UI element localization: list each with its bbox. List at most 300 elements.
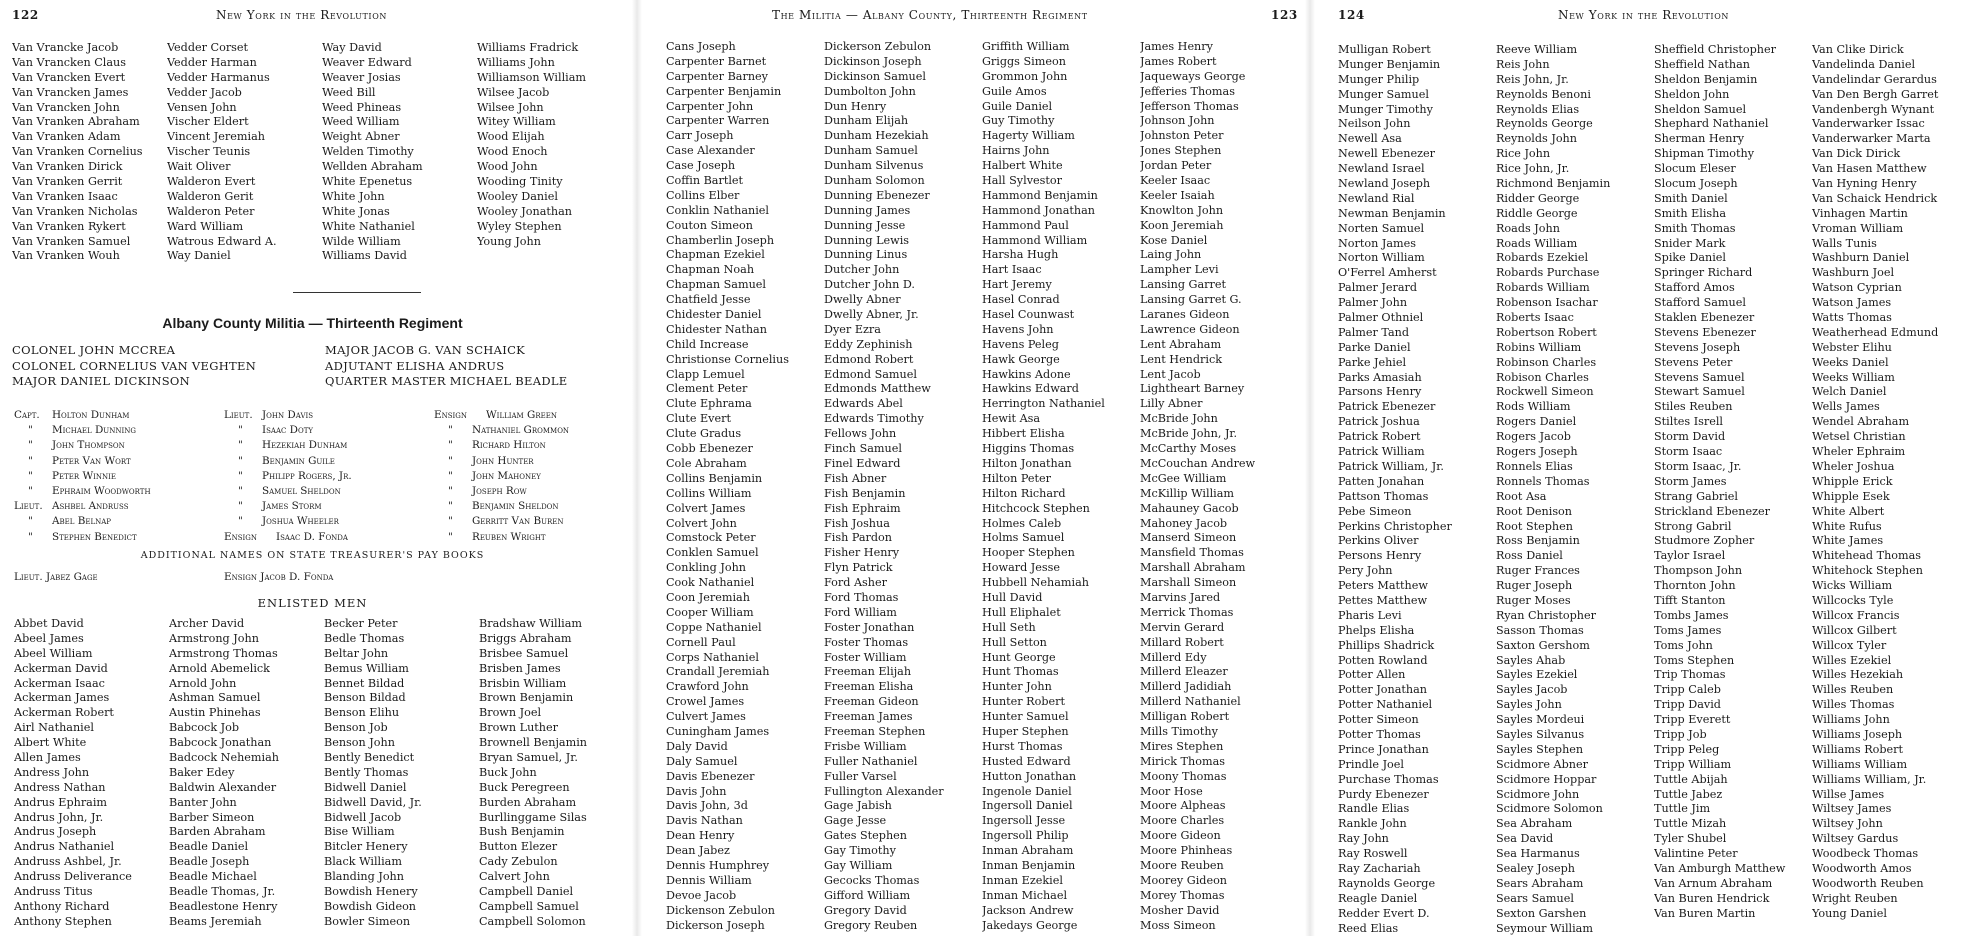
roster-name: Abeel William bbox=[14, 646, 93, 660]
roster-name: Dickinson Joseph bbox=[824, 54, 922, 68]
roster-name: Wheler Joshua bbox=[1812, 459, 1895, 473]
roster-name: Hitchcock Stephen bbox=[982, 501, 1090, 515]
roster-name: Welch Daniel bbox=[1812, 385, 1887, 399]
roster-name: Hull Seth bbox=[982, 620, 1036, 634]
roster-name: Dwelly Abner bbox=[824, 293, 901, 307]
roster-name: Crandall Jeremiah bbox=[666, 665, 770, 679]
roster-name: Vincent Jeremiah bbox=[167, 130, 265, 144]
roster-name: Rice John, Jr. bbox=[1496, 162, 1570, 176]
roster-name: Dutcher John bbox=[824, 263, 900, 277]
roster-name: Moore Gideon bbox=[1140, 829, 1221, 843]
roster-name: Ackerman Isaac bbox=[14, 676, 105, 690]
roster-name: Dumbolton John bbox=[824, 84, 916, 98]
roster-name: Taylor Israel bbox=[1654, 549, 1726, 563]
roster-name: Vensen John bbox=[167, 100, 237, 114]
roster-name: Potter Allen bbox=[1338, 668, 1406, 682]
roster-name: Norton William bbox=[1338, 251, 1425, 265]
roster-name: Ward William bbox=[167, 219, 244, 233]
roster-name: Storm James bbox=[1654, 474, 1727, 488]
roster-name: Calvert John bbox=[479, 870, 550, 884]
roster-name: Hammond Benjamin bbox=[982, 188, 1098, 202]
roster-name: Persons Henry bbox=[1338, 549, 1422, 563]
rank-label: " bbox=[448, 439, 453, 452]
roster-name: Reeve William bbox=[1496, 43, 1578, 56]
roster-name: Ford Thomas bbox=[824, 590, 899, 604]
roster-name: Toms John bbox=[1654, 638, 1713, 652]
officers-left bbox=[12, 343, 256, 390]
roster-name: Willse James bbox=[1812, 787, 1885, 801]
roster-name: Burden Abraham bbox=[479, 795, 577, 809]
page-number-122: 122 bbox=[12, 8, 39, 22]
roster-name: Wells James bbox=[1812, 400, 1880, 414]
roster-name: Wooley Jonathan bbox=[477, 204, 572, 218]
rank-label: " bbox=[28, 484, 33, 497]
roster-name: Purchase Thomas bbox=[1338, 772, 1439, 786]
roster-name: Comstock Peter bbox=[666, 531, 756, 545]
roster-name: Seymour William bbox=[1496, 921, 1593, 935]
roster-name: Andrus Joseph bbox=[14, 825, 97, 839]
roster-name: Vischer Eldert bbox=[167, 115, 249, 129]
name-column bbox=[322, 41, 477, 264]
roster-name: Fullington Alexander bbox=[824, 784, 944, 798]
roster-name: Husted Edward bbox=[982, 754, 1071, 768]
roster-name: Way Daniel bbox=[167, 249, 231, 263]
roster-name: Root Denison bbox=[1496, 504, 1573, 518]
roster-name: Fuller Nathaniel bbox=[824, 754, 918, 768]
roster-name: Bowdish Gideon bbox=[324, 899, 417, 913]
rank-label: " bbox=[238, 484, 243, 497]
officer-name: Ephraim Woodworth bbox=[52, 484, 151, 497]
roster-name: Root Asa bbox=[1496, 489, 1547, 503]
roster-name: Bently Thomas bbox=[324, 765, 409, 779]
roster-name: Halbert White bbox=[982, 159, 1063, 173]
page-number-123: 123 bbox=[1271, 8, 1298, 22]
name-column bbox=[1654, 43, 1812, 936]
roster-name: Hunter Robert bbox=[982, 695, 1065, 709]
roster-name: Welden Timothy bbox=[322, 145, 414, 159]
roster-name: Clute Evert bbox=[666, 412, 731, 426]
roster-name: Van Hyning Henry bbox=[1812, 177, 1917, 191]
roster-name: Millard Robert bbox=[1140, 635, 1224, 649]
roster-name: Mahoney Jacob bbox=[1140, 516, 1228, 530]
roster-name: Abbet David bbox=[14, 617, 84, 630]
roster-name: Anthony Richard bbox=[14, 899, 110, 913]
name-column bbox=[1812, 43, 1967, 936]
roster-name: Robards Purchase bbox=[1496, 266, 1600, 280]
roster-name: Griggs Simeon bbox=[982, 54, 1066, 68]
roster-name: Bradshaw William bbox=[479, 617, 583, 630]
roster-name: Hart Isaac bbox=[982, 263, 1042, 277]
roster-name: Thompson John bbox=[1654, 564, 1743, 578]
roster-name: Shephard Nathaniel bbox=[1654, 117, 1769, 131]
rank-label: " bbox=[28, 424, 33, 437]
roster-name: Potter Nathaniel bbox=[1338, 698, 1433, 712]
rank-label: " bbox=[448, 500, 453, 513]
roster-name: Clute Gradus bbox=[666, 427, 742, 441]
roster-name: Roads John bbox=[1496, 221, 1560, 235]
page-number-124: 124 bbox=[1338, 8, 1365, 22]
roster-name: Van Vranken Adam bbox=[12, 130, 121, 144]
officer-name: William Green bbox=[486, 409, 557, 421]
roster-name: Wyley Stephen bbox=[477, 219, 562, 233]
rank-label: " bbox=[238, 469, 243, 482]
additional-left bbox=[14, 570, 98, 585]
roster-name: Moore Phinheas bbox=[1140, 844, 1233, 858]
running-title-124: New York in the Revolution bbox=[1558, 8, 1729, 22]
roster-name: Blanding John bbox=[324, 870, 404, 884]
officer-name: Holton Dunham bbox=[52, 409, 130, 421]
roster-name: Newland Joseph bbox=[1338, 177, 1431, 191]
roster-name: Storm Isaac, Jr. bbox=[1654, 459, 1742, 473]
roster-name: Jefferson Thomas bbox=[1140, 99, 1239, 113]
roster-name: Freeman Elisha bbox=[824, 680, 914, 694]
roster-name: Archer David bbox=[169, 617, 245, 630]
roster-name: Beadle Joseph bbox=[169, 855, 250, 869]
roster-name: Anthony Stephen bbox=[14, 914, 112, 928]
roster-name: Van Vranken Samuel bbox=[12, 234, 131, 248]
officer-row bbox=[14, 454, 224, 469]
roster-name: Beams Jeremiah bbox=[169, 914, 262, 928]
roster-name: Williams Robert bbox=[1812, 742, 1903, 756]
roster-name: Collins Benjamin bbox=[666, 471, 763, 485]
roster-name: Hammond Jonathan bbox=[982, 203, 1095, 217]
roster-name: Brown Luther bbox=[479, 721, 558, 735]
roster-name: Daly Samuel bbox=[666, 754, 738, 768]
roster-name: Scidmore Hoppar bbox=[1496, 772, 1597, 786]
roster-name: Hibbert Elisha bbox=[982, 427, 1065, 441]
roster-name: Rogers Jacob bbox=[1496, 430, 1571, 444]
roster-name: Whitehead Thomas bbox=[1812, 549, 1922, 563]
roster-name: Watson Cyprian bbox=[1812, 281, 1902, 295]
roster-name: Brown Benjamin bbox=[479, 691, 574, 705]
roster-name: Wood John bbox=[477, 160, 538, 174]
roster-name: Fish Benjamin bbox=[824, 486, 906, 500]
roster-name: Christionse Cornelius bbox=[666, 352, 789, 366]
roster-name: Stiles Reuben bbox=[1654, 400, 1733, 414]
roster-name: White Albert bbox=[1812, 504, 1885, 518]
roster-name: Scidmore Abner bbox=[1496, 757, 1588, 771]
roster-name: Babcock Jonathan bbox=[169, 736, 272, 750]
roster-name: Moore Reuben bbox=[1140, 858, 1224, 872]
roster-name: Roberts Isaac bbox=[1496, 311, 1574, 325]
roster-name: Van Vranken Wouh bbox=[12, 249, 120, 263]
roster-name: Weaver Josias bbox=[322, 70, 401, 84]
roster-name: Dickenson Zebulon bbox=[666, 903, 775, 917]
roster-name: Woodworth Reuben bbox=[1812, 876, 1924, 890]
roster-name: Ross Daniel bbox=[1496, 549, 1563, 563]
roster-name: Campbell Daniel bbox=[479, 885, 574, 899]
officer-row bbox=[14, 499, 224, 514]
officer-name: Nathaniel Grommon bbox=[472, 424, 570, 437]
roster-name: Snider Mark bbox=[1654, 236, 1726, 250]
roster-name: Willcox Gilbert bbox=[1812, 623, 1897, 637]
roster-name: Finch Samuel bbox=[824, 442, 902, 456]
roster-name: Van Buren Hendrick bbox=[1654, 891, 1770, 905]
roster-name: Parks Amasiah bbox=[1338, 370, 1422, 384]
name-column bbox=[1338, 43, 1496, 936]
roster-name: Reagle Daniel bbox=[1338, 891, 1418, 905]
rank-label: " bbox=[28, 469, 33, 482]
roster-name: Beadle Michael bbox=[169, 870, 257, 884]
officer-name: Gerritt Van Buren bbox=[472, 515, 564, 528]
roster-name: Robenson Isachar bbox=[1496, 296, 1598, 310]
roster-name: Willes Ezekiel bbox=[1812, 653, 1892, 667]
roster-name: Conklin Nathaniel bbox=[666, 203, 770, 217]
roster-name: Pebe Simeon bbox=[1338, 504, 1412, 518]
roster-name: Hewit Asa bbox=[982, 412, 1041, 426]
officer-row bbox=[434, 469, 624, 484]
enlisted-heading: ENLISTED MEN bbox=[257, 596, 368, 610]
roster-name: Pery John bbox=[1338, 564, 1393, 578]
gutter-shadow bbox=[632, 0, 642, 936]
roster-name: Moss Simeon bbox=[1140, 918, 1216, 932]
roster-name: Collins Elber bbox=[666, 188, 740, 202]
rank-column bbox=[14, 408, 224, 545]
roster-name: Gifford William bbox=[824, 888, 911, 902]
roster-name: Williams William, Jr. bbox=[1812, 772, 1927, 786]
roster-name: Lawrence Gideon bbox=[1140, 322, 1240, 336]
roster-name: Ray Zachariah bbox=[1338, 861, 1421, 875]
roster-name: Williams Joseph bbox=[1812, 727, 1903, 741]
roster-name: Parsons Henry bbox=[1338, 385, 1422, 399]
roster-name: Guile Daniel bbox=[982, 99, 1053, 113]
roster-name: Sea Abraham bbox=[1496, 817, 1573, 831]
roster-name: Holmes Caleb bbox=[982, 516, 1062, 530]
roster-name: Baker Edey bbox=[169, 765, 235, 779]
rank-label: " bbox=[28, 530, 33, 543]
roster-name: Bitcler Henery bbox=[324, 840, 408, 854]
roster-name: Collins William bbox=[666, 486, 752, 500]
roster-name: Brownell Benjamin bbox=[479, 736, 587, 750]
roster-name: Wellden Abraham bbox=[322, 160, 423, 174]
roster-name: Crowel James bbox=[666, 695, 745, 709]
officer-row bbox=[434, 484, 624, 499]
roster-name: Bidwell Daniel bbox=[324, 780, 407, 794]
roster-name: Wait Oliver bbox=[167, 160, 231, 174]
roster-name: Wilde William bbox=[322, 234, 401, 248]
roster-name: Sayles Ahab bbox=[1496, 653, 1566, 667]
roster-name: Munger Timothy bbox=[1338, 102, 1433, 116]
roster-name: Kose Daniel bbox=[1140, 233, 1208, 247]
roster-name: Airl Nathaniel bbox=[14, 721, 94, 735]
additional-right-text: Ensign Jacob D. Fonda bbox=[224, 571, 334, 583]
roster-name: Tuttle Jabez bbox=[1654, 787, 1723, 801]
roster-name: Rogers Daniel bbox=[1496, 415, 1577, 429]
roster-name: James Henry bbox=[1140, 40, 1213, 53]
name-column bbox=[12, 41, 167, 264]
roster-name: Stevens Joseph bbox=[1654, 340, 1741, 354]
roster-name: Conkling John bbox=[666, 561, 746, 575]
roster-name: Dickinson Samuel bbox=[824, 69, 926, 83]
roster-name: Perkins Oliver bbox=[1338, 534, 1419, 548]
roster-name: Tuttle Mizah bbox=[1654, 817, 1727, 831]
roster-name: Dutcher John D. bbox=[824, 278, 915, 292]
roster-name: Norton James bbox=[1338, 236, 1416, 250]
roster-name: James Robert bbox=[1140, 54, 1217, 68]
roster-name: Shipman Timothy bbox=[1654, 147, 1755, 161]
roster-name: Conklen Samuel bbox=[666, 546, 759, 560]
roster-name: Clapp Lemuel bbox=[666, 367, 745, 381]
roster-name: Norten Samuel bbox=[1338, 221, 1425, 235]
roster-name: Newman Benjamin bbox=[1338, 206, 1446, 220]
roster-name: Dwelly Abner, Jr. bbox=[824, 308, 919, 322]
roster-name: Ingersoll Daniel bbox=[982, 799, 1073, 813]
roster-name: Hutton Jonathan bbox=[982, 769, 1077, 783]
roster-name: Willes Hezekiah bbox=[1812, 668, 1904, 682]
section-rule bbox=[293, 292, 421, 293]
roster-name: Ingenole Daniel bbox=[982, 784, 1072, 798]
officer-row bbox=[224, 423, 434, 438]
officer-row bbox=[224, 454, 434, 469]
roster-name: Laranes Gideon bbox=[1140, 308, 1230, 322]
officer-name: Benjamin Sheldon bbox=[472, 500, 559, 513]
roster-name: Witey William bbox=[477, 115, 556, 129]
roster-name: Fellows John bbox=[824, 427, 897, 441]
page-123 bbox=[650, 0, 1300, 936]
roster-name: Black William bbox=[324, 855, 402, 869]
roster-name: Van Vranken Isaac bbox=[12, 189, 118, 203]
roster-name: Walderon Peter bbox=[167, 204, 255, 218]
officer-name: Isaac Doty bbox=[262, 424, 314, 437]
roster-name: Stewart Samuel bbox=[1654, 385, 1745, 399]
roster-name: Dunham Silvenus bbox=[824, 159, 924, 173]
roster-name: Devoe Jacob bbox=[666, 888, 737, 902]
roster-name: Sears Samuel bbox=[1496, 891, 1574, 905]
roster-name: Wendel Abraham bbox=[1812, 415, 1910, 429]
roster-name: Stevens Ebenezer bbox=[1654, 325, 1756, 339]
officer-name: James Storm bbox=[262, 500, 322, 513]
roster-name: Whipple Esek bbox=[1812, 489, 1890, 503]
roster-name: Gage Jesse bbox=[824, 814, 887, 828]
officer-row bbox=[434, 514, 624, 529]
roster-name: Richmond Benjamin bbox=[1496, 177, 1611, 191]
running-title-122: New York in the Revolution bbox=[216, 8, 387, 22]
roster-name: Sheldon Benjamin bbox=[1654, 72, 1758, 86]
roster-name: Carpenter Benjamin bbox=[666, 84, 782, 98]
roster-name: Scidmore John bbox=[1496, 787, 1580, 801]
officer-name: Joseph Row bbox=[472, 484, 527, 497]
roster-name: Hunt George bbox=[982, 650, 1056, 664]
rank-label: Lieut. bbox=[14, 500, 43, 513]
roster-name: Colvert James bbox=[666, 501, 746, 515]
roster-name: Tyler Shubel bbox=[1654, 832, 1727, 846]
roster-name: Clement Peter bbox=[666, 382, 748, 396]
running-head-124 bbox=[1338, 8, 1958, 22]
roster-name: Brisbee Samuel bbox=[479, 646, 569, 660]
roster-name: Lilly Abner bbox=[1140, 397, 1203, 411]
roster-name: Guile Amos bbox=[982, 84, 1047, 98]
roster-name: Hull David bbox=[982, 590, 1043, 604]
roster-name: Millerd Eleazer bbox=[1140, 665, 1228, 679]
roster-name: Edwards Timothy bbox=[824, 412, 924, 426]
officer-name: Abel Belnap bbox=[52, 515, 111, 528]
roster-name: Sexton Garshen bbox=[1496, 906, 1587, 920]
roster-name: Peters Matthew bbox=[1338, 579, 1428, 593]
running-head-123 bbox=[772, 8, 1142, 22]
roster-name: Chamberlin Joseph bbox=[666, 233, 775, 247]
roster-name: Barber Simeon bbox=[169, 810, 255, 824]
roster-name: Palmer Jerard bbox=[1338, 281, 1418, 295]
roster-name: Bently Benedict bbox=[324, 751, 415, 765]
roster-name: Patrick Joshua bbox=[1338, 415, 1420, 429]
roster-name: Sayles Jacob bbox=[1496, 683, 1568, 697]
roster-name: Slocum Joseph bbox=[1654, 177, 1738, 191]
officer-line: QUARTER MASTER MICHAEL BEADLE bbox=[325, 374, 568, 388]
roster-name: Watrous Edward A. bbox=[167, 234, 277, 248]
roster-name: Gecocks Thomas bbox=[824, 873, 920, 887]
roster-name: Cobb Ebenezer bbox=[666, 442, 753, 456]
roster-name: Grommon John bbox=[982, 69, 1068, 83]
roster-name: Van Vranken Rykert bbox=[12, 219, 126, 233]
roster-name: Ryan Christopher bbox=[1496, 608, 1596, 622]
roster-name: Willcocks Tyle bbox=[1812, 593, 1894, 607]
roster-name: Weatherhead Edmund bbox=[1812, 325, 1939, 339]
roster-name: Fish Ephraim bbox=[824, 501, 901, 515]
roster-name: Strong Gabril bbox=[1654, 519, 1732, 533]
roster-name: Manserd Simeon bbox=[1140, 531, 1237, 545]
roster-name: Tripp Job bbox=[1654, 727, 1707, 741]
officer-row bbox=[434, 499, 624, 514]
roster-name: Van Amburgh Matthew bbox=[1654, 861, 1786, 875]
rank-label: " bbox=[448, 469, 453, 482]
rank-label: " bbox=[238, 500, 243, 513]
roster-name: Vedder Harman bbox=[167, 55, 257, 69]
roster-name: Potter Jonathan bbox=[1338, 683, 1427, 697]
officer-name: John Davis bbox=[262, 409, 314, 421]
roster-name: Cole Abraham bbox=[666, 456, 747, 470]
roster-name: Mulligan Robert bbox=[1338, 43, 1431, 56]
roster-name: Freeman Elijah bbox=[824, 665, 912, 679]
roster-name: Van Vranken Cornelius bbox=[12, 145, 143, 159]
roster-name: Purdy Ebenezer bbox=[1338, 787, 1429, 801]
roster-name: Cornell Paul bbox=[666, 635, 736, 649]
roster-name: Dyer Ezra bbox=[824, 322, 881, 336]
roster-name: Cooper William bbox=[666, 605, 754, 619]
roster-name: Phelps Elisha bbox=[1338, 623, 1415, 637]
roster-name: White Rufus bbox=[1812, 519, 1882, 533]
roster-name: Randle Elias bbox=[1338, 802, 1410, 816]
roster-name: Ruger Frances bbox=[1496, 564, 1580, 578]
roster-name: Marvins Jared bbox=[1140, 590, 1221, 604]
roster-name: Trip Thomas bbox=[1654, 668, 1726, 682]
roster-name: Bidwell David, Jr. bbox=[324, 795, 422, 809]
roster-name: Moore Charles bbox=[1140, 814, 1225, 828]
roster-name: Walls Tunis bbox=[1812, 236, 1877, 250]
officer-name: Richard Hilton bbox=[472, 439, 546, 452]
roster-name: Sheffield Nathan bbox=[1654, 57, 1750, 71]
roster-name: Dunham Hezekiah bbox=[824, 129, 929, 143]
roster-name: Jones Stephen bbox=[1140, 144, 1222, 158]
roster-name: Sayles Mordeui bbox=[1496, 713, 1585, 727]
roster-name: Ronnels Elias bbox=[1496, 459, 1573, 473]
roster-name: Robards William bbox=[1496, 281, 1590, 295]
roster-name: Wetsel Christian bbox=[1812, 430, 1906, 444]
roster-name: Jakedays George bbox=[982, 918, 1078, 932]
roster-name: Weed Bill bbox=[322, 85, 376, 99]
roster-name: Whipple Erick bbox=[1812, 474, 1893, 488]
roster-name: Bennet Bildad bbox=[324, 676, 405, 690]
rank-label: " bbox=[448, 515, 453, 528]
roster-name: Willcox Tyler bbox=[1812, 638, 1887, 652]
roster-name: Tifft Stanton bbox=[1654, 593, 1726, 607]
roster-name: Van Vranken Dirick bbox=[12, 160, 123, 174]
roster-name: Freeman Stephen bbox=[824, 724, 926, 738]
roster-name: Davis Nathan bbox=[666, 814, 743, 828]
roster-name: Weed Phineas bbox=[322, 100, 402, 114]
roster-name: Dickerson Zebulon bbox=[824, 40, 932, 53]
roster-name: Ford Asher bbox=[824, 576, 887, 590]
roster-name: Dennis William bbox=[666, 873, 752, 887]
